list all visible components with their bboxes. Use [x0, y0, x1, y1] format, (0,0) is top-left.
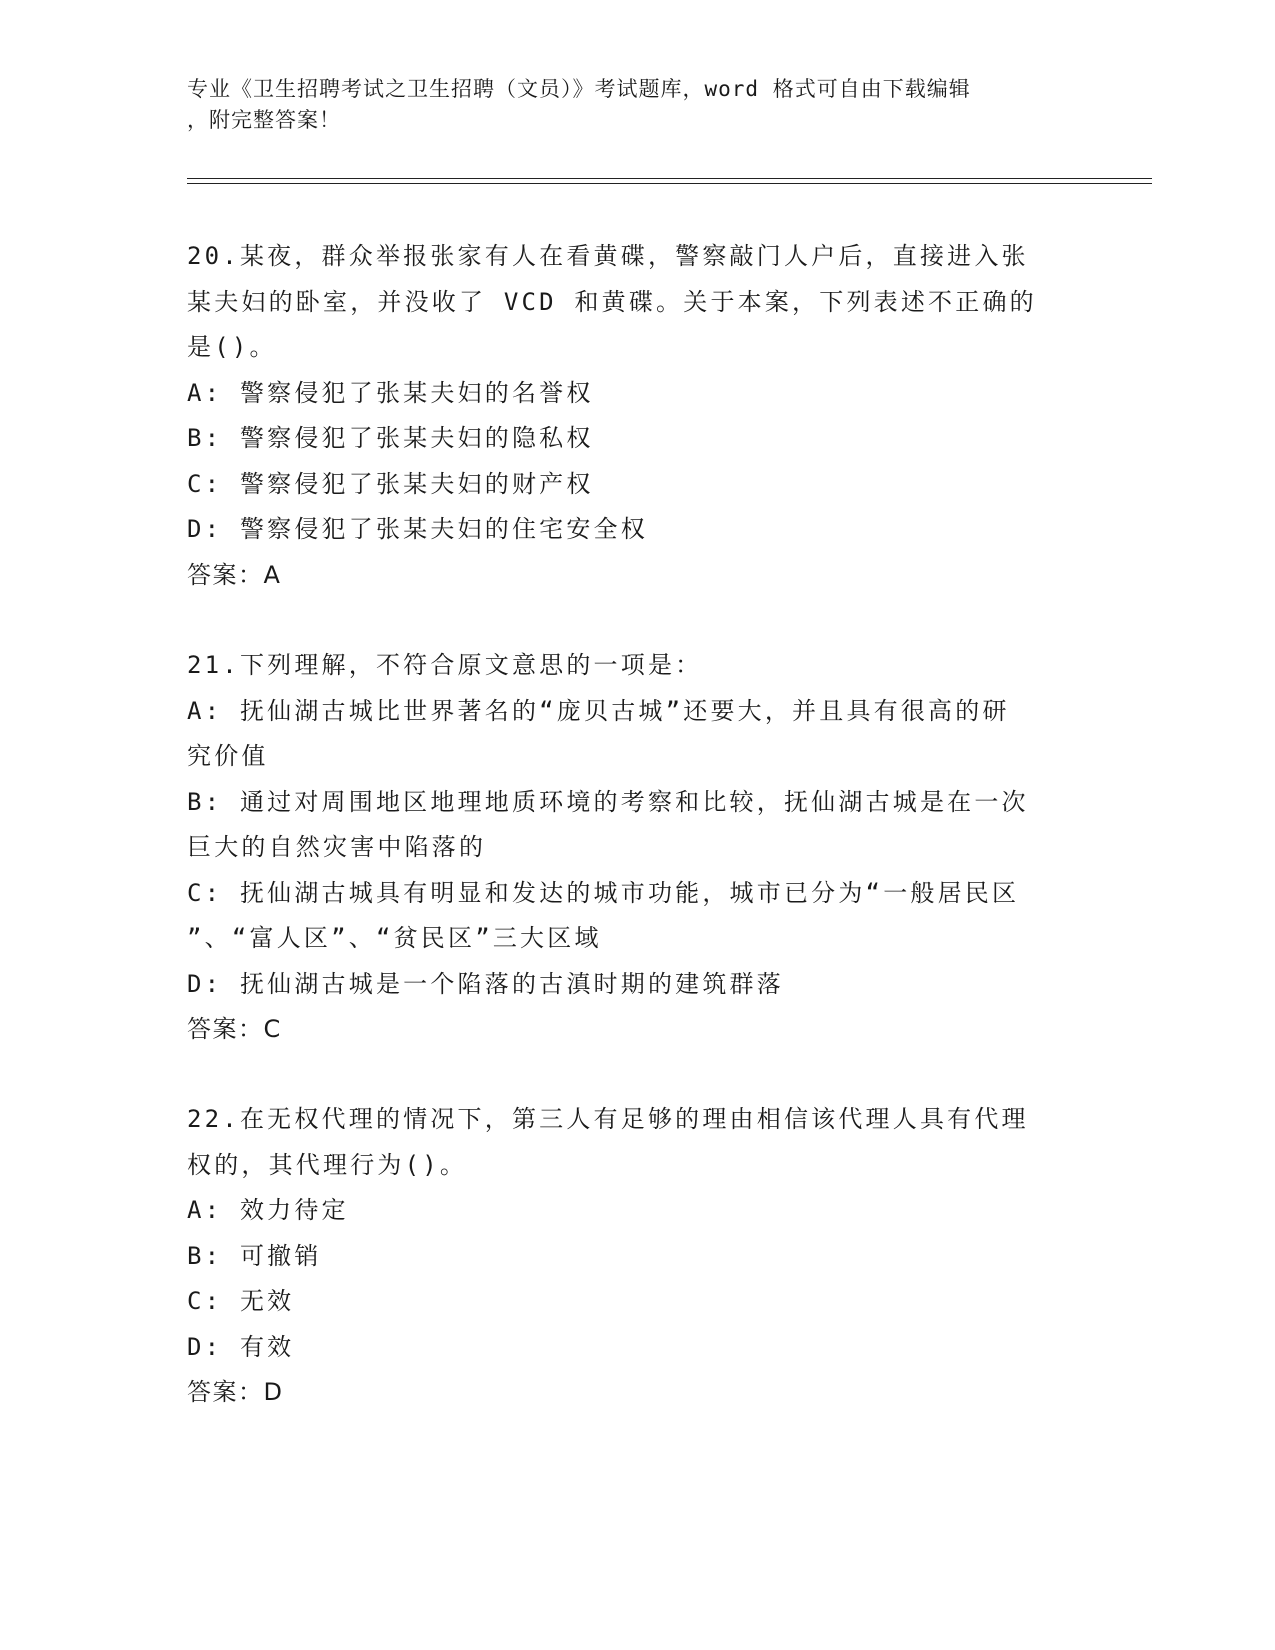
- option-b: B: 可撤销: [187, 1241, 322, 1270]
- option-c: C: 警察侵犯了张某夫妇的财产权: [187, 469, 594, 498]
- header-line-2: ，附完整答案！: [187, 108, 341, 132]
- option-b: B: 警察侵犯了张某夫妇的隐私权: [187, 424, 594, 452]
- option-c: C: 无效: [187, 1287, 295, 1315]
- question-22: [187, 1097, 1087, 1416]
- option-a-continued: 究价值: [187, 742, 269, 770]
- question-number: 22.: [187, 1105, 240, 1133]
- option-d: D: 警察侵犯了张某夫妇的住宅安全权: [187, 515, 648, 543]
- option-c: C: 抚仙湖古城具有明显和发达的城市功能，城市已分为“一般居民区: [187, 878, 1020, 907]
- option-b: B: 通过对周围地区地理地质环境的考察和比较，抚仙湖古城是在一次: [187, 787, 1029, 816]
- option-a: A: 效力待定: [187, 1196, 349, 1224]
- option-a: A: 抚仙湖古城比世界著名的“庞贝古城”还要大，并且具有很高的研: [187, 696, 1010, 725]
- question-stem: [187, 643, 1087, 689]
- stem-line: 权的，其代理行为()。: [187, 1150, 468, 1179]
- answer-line: 答案：A: [187, 560, 282, 589]
- stem-line: 下列理解，不符合原文意思的一项是：: [239, 651, 703, 679]
- question-number: 21.: [187, 651, 240, 679]
- header-line-1: 专业《卫生招聘考试之卫生招聘（文员）》考试题库，word 格式可自由下载编辑: [187, 77, 971, 101]
- stem-line: 在无权代理的情况下，第三人有足够的理由相信该代理人具有代理: [239, 1105, 1029, 1133]
- header-divider-bottom: [187, 183, 1152, 184]
- option-b-continued: 巨大的自然灾害中陷落的: [187, 833, 487, 861]
- question-20: [187, 234, 1087, 598]
- question-21: [187, 643, 1087, 1053]
- header-divider-top: [187, 178, 1152, 179]
- question-number: 20.: [187, 242, 240, 270]
- option-d: D: 抚仙湖古城是一个陷落的古滇时期的建筑群落: [187, 969, 784, 998]
- answer-line: 答案：C: [187, 1015, 282, 1043]
- document-header: [187, 74, 1067, 136]
- question-stem: [187, 234, 1087, 280]
- stem-line: 某夜，群众举报张家有人在看黄碟，警察敲门人户后，直接进入张: [239, 242, 1029, 270]
- option-c-continued: ”、“富人区”、“贫民区”三大区域: [187, 924, 602, 952]
- stem-line: 是()。: [187, 333, 277, 361]
- answer-line: 答案：D: [187, 1378, 284, 1406]
- question-stem: [187, 1097, 1087, 1143]
- option-a: A: 警察侵犯了张某夫妇的名誉权: [187, 378, 594, 407]
- stem-line: 某夫妇的卧室，并没收了 VCD 和黄碟。关于本案，下列表述不正确的: [187, 287, 1037, 316]
- option-d: D: 有效: [187, 1332, 295, 1361]
